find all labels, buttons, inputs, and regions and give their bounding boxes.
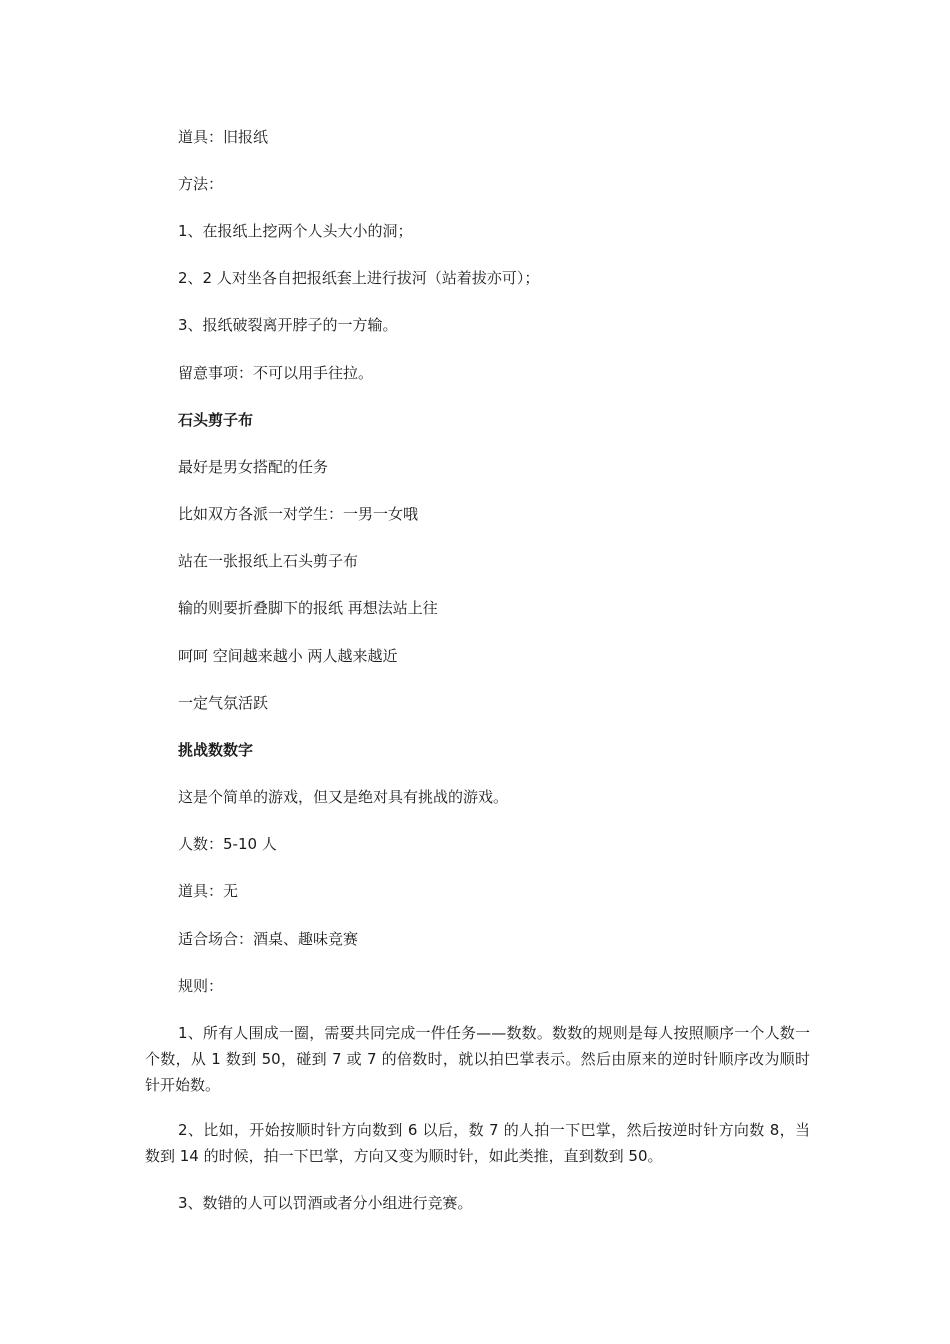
section-heading-numbers: 挑战数数字 [178, 741, 254, 759]
rps-line: 呵呵 空间越来越小 两人越来越近 [178, 647, 398, 665]
step-3: 3、报纸破裂离开脖子的一方输。 [178, 316, 398, 334]
rules-label: 规则： [178, 977, 224, 995]
numbers-line: 人数：5-10 人 [178, 835, 277, 853]
method-label: 方法： [178, 175, 224, 193]
rps-line: 最好是男女搭配的任务 [178, 458, 329, 476]
rule-paragraph-3: 3、数错的人可以罚酒或者分小组进行竞赛。 [178, 1194, 473, 1212]
numbers-line: 这是个简单的游戏，但又是绝对具有挑战的游戏。 [178, 788, 509, 806]
step-1: 1、在报纸上挖两个人头大小的洞； [178, 222, 413, 240]
rps-line: 一定气氛活跃 [178, 694, 269, 712]
rule-paragraph-2: 2、比如，开始按顺时针方向数到 6 以后，数 7 的人拍一下巴掌，然后按逆时针方向数 8，当数到 14 的时候，拍一下巴掌，方向又变为顺时针，如此类推，直到数到 50。 [145, 1121, 810, 1165]
rps-line: 输的则要折叠脚下的报纸 再想法站上往 [178, 599, 438, 617]
rule-paragraph-1: 1、所有人围成一圈，需要共同完成一件任务——数数。数数的规则是每人按照顺序一个人数一个数，从 1 数到 50，碰到 7 或 7 的倍数时，就以拍巴掌表示。然后由原来的逆时针顺序改为顺时针开始数。 [145, 1024, 810, 1094]
notice-line: 留意事项：不可以用手往拉。 [178, 364, 374, 382]
step-2: 2、2 人对坐各自把报纸套上进行拔河（站着拔亦可）； [178, 269, 540, 287]
section-heading-rps: 石头剪子布 [178, 411, 254, 429]
numbers-line: 道具：无 [178, 882, 239, 900]
numbers-line: 适合场合：酒桌、趣味竞赛 [178, 930, 359, 948]
rps-line: 比如双方各派一对学生：一男一女哦 [178, 505, 419, 523]
props-line: 道具：旧报纸 [178, 128, 269, 146]
rps-line: 站在一张报纸上石头剪子布 [178, 552, 359, 570]
